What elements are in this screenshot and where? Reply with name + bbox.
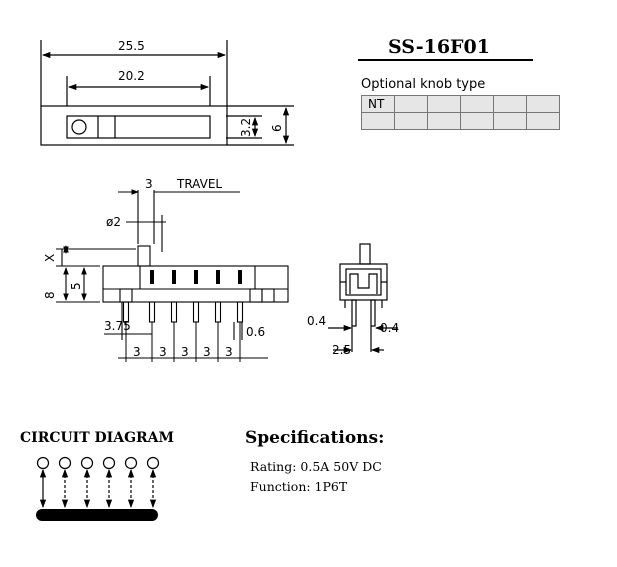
table-cell [494, 96, 527, 113]
actuator-diameter: ø2 [106, 215, 121, 229]
terminal-pin [216, 302, 221, 322]
dim-inner: 20.2 [118, 69, 145, 83]
table-cell [362, 113, 395, 130]
spec-rating: Rating: 0.5A 50V DC [250, 459, 382, 474]
table-cell [527, 96, 560, 113]
pitch-label: 3 [203, 345, 211, 359]
dim-8: 8 [43, 291, 57, 299]
contact-terminal [126, 458, 137, 469]
pitch-label: 3 [225, 345, 233, 359]
dim-pin: 0.6 [246, 325, 266, 339]
top-view [41, 40, 294, 145]
dim-height: 3.2 [239, 117, 253, 137]
common-bus-bar [36, 509, 158, 521]
knob-type-label: Optional knob type [361, 77, 486, 92]
contact-slot [216, 270, 220, 284]
table-cell [395, 113, 428, 130]
contact-terminal [38, 458, 49, 469]
dim-x: X [43, 253, 57, 262]
contact-slot [172, 270, 176, 284]
end-dim-right: 0.4 [380, 321, 400, 335]
terminal-pin [194, 302, 199, 322]
pitch-label: 3 [133, 345, 141, 359]
knob-type-table [361, 95, 560, 130]
table-row [362, 113, 560, 130]
dim-5: 5 [69, 282, 83, 290]
contact-slot [194, 270, 198, 284]
dim-offset: 3.75 [104, 319, 131, 333]
dim-overall: 25.5 [118, 39, 145, 53]
table-cell [395, 96, 428, 113]
table-cell: NT [362, 96, 395, 113]
pitch-label: 3 [181, 345, 189, 359]
table-cell [494, 113, 527, 130]
model-title: SS-16F01 [388, 36, 490, 58]
end-view [328, 244, 398, 352]
travel-label: TRAVEL [177, 177, 223, 191]
contact-terminal [104, 458, 115, 469]
dim-body: 6 [270, 124, 284, 132]
end-dim-spacing: 2.5 [332, 343, 352, 357]
contact-terminal [82, 458, 93, 469]
terminal-pin [172, 302, 177, 322]
travel-value: 3 [145, 177, 153, 191]
circuit-title: CIRCUIT DIAGRAM [20, 430, 175, 446]
terminal-pin [238, 302, 243, 322]
table-cell [527, 113, 560, 130]
table-cell [461, 96, 494, 113]
table-cell [428, 113, 461, 130]
pitch-label: 3 [159, 345, 167, 359]
terminal-pin [150, 302, 155, 322]
table-row [362, 96, 560, 113]
contact-slot [238, 270, 242, 284]
circuit-diagram [38, 458, 159, 508]
contact-slot [150, 270, 154, 284]
contact-terminal [148, 458, 159, 469]
contact-terminal [60, 458, 71, 469]
specifications-title: Specifications: [245, 428, 385, 448]
table-cell [461, 113, 494, 130]
title-underline [358, 59, 533, 61]
spec-function: Function: 1P6T [250, 479, 348, 494]
end-dim-left: 0.4 [307, 314, 327, 328]
table-cell [428, 96, 461, 113]
